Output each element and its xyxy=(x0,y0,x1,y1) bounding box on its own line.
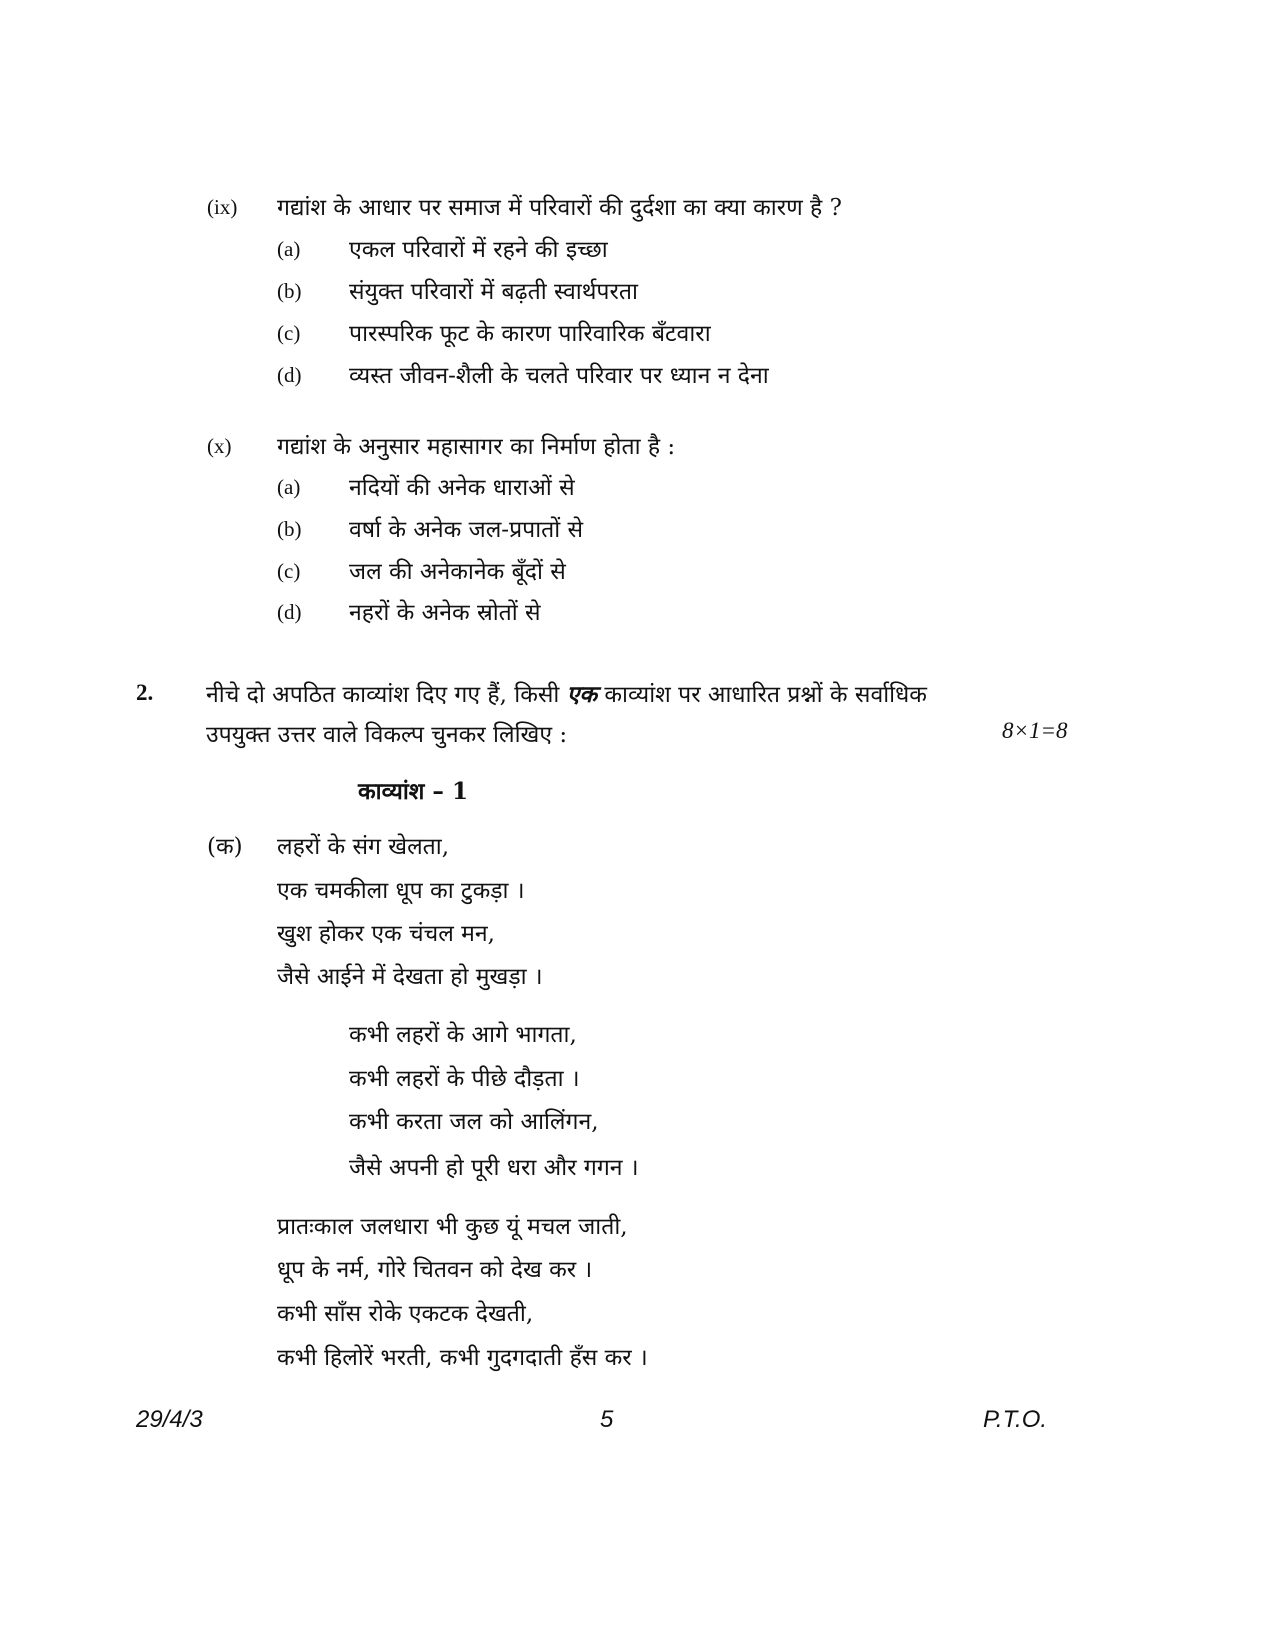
poem-heading: काव्यांश – 1 xyxy=(358,778,468,805)
poem-line: जैसे आईने में देखता हो मुखड़ा । xyxy=(277,964,543,990)
option-label: (a) xyxy=(277,475,301,499)
option-text: जल की अनेकानेक बूँदों से xyxy=(349,559,566,585)
poem-line: प्रातःकाल जलधारा भी कुछ यूं मचल जाती, xyxy=(277,1214,628,1240)
poem-line: कभी साँस रोके एकटक देखती, xyxy=(277,1301,534,1327)
poem-label: (क) xyxy=(207,834,243,860)
question-2-line1-start: नीचे दो अपठित काव्यांश दिए गए हैं, किसी xyxy=(206,682,567,708)
option-text: पारस्परिक फूट के कारण पारिवारिक बँटवारा xyxy=(349,321,711,347)
poem-line: कभी करता जल को आलिंगन, xyxy=(349,1109,599,1135)
option-label: (c) xyxy=(277,559,301,583)
option-text: नदियों की अनेक धाराओं से xyxy=(349,475,575,501)
option-text: एकल परिवारों में रहने की इच्छा xyxy=(349,237,608,263)
option-text: व्यस्त जीवन-शैली के चलते परिवार पर ध्यान न देना xyxy=(349,363,769,389)
poem-line: एक चमकीला धूप का टुकड़ा । xyxy=(277,878,525,904)
question-2-line2: उपयुक्त उत्तर वाले विकल्प चुनकर लिखिए : xyxy=(206,722,568,748)
poem-line: खुश होकर एक चंचल मन, xyxy=(277,921,495,947)
question-2-emphasis: एक xyxy=(566,681,598,708)
option-text: संयुक्त परिवारों में बढ़ती स्वार्थपरता xyxy=(349,279,638,305)
poem-line: लहरों के संग खेलता, xyxy=(277,834,450,860)
question-2-line1 xyxy=(206,677,1072,709)
poem-line: कभी लहरों के पीछे दौड़ता । xyxy=(349,1066,580,1092)
option-label: (a) xyxy=(277,237,301,261)
please-turn-over: P.T.O. xyxy=(983,1406,1048,1433)
question-x-text: गद्यांश के अनुसार महासागर का निर्माण होता है : xyxy=(277,434,676,460)
page-number: 5 xyxy=(600,1406,614,1433)
question-2-number: 2. xyxy=(136,680,154,705)
option-label: (c) xyxy=(277,321,301,345)
option-text: वर्षा के अनेक जल-प्रपातों से xyxy=(349,517,584,543)
paper-code: 29/4/3 xyxy=(136,1406,203,1433)
poem-line: धूप के नर्म, गोरे चितवन को देख कर । xyxy=(277,1257,593,1283)
poem-line: कभी हिलोरें भरती, कभी गुदगदाती हँस कर । xyxy=(277,1345,648,1371)
option-label: (d) xyxy=(277,600,302,624)
poem-line: कभी लहरों के आगे भागता, xyxy=(349,1022,577,1048)
question-ix-number: (ix) xyxy=(207,195,238,219)
option-text: नहरों के अनेक स्रोतों से xyxy=(349,600,541,626)
question-ix-text: गद्यांश के आधार पर समाज में परिवारों की दुर्दशा का क्या कारण है ? xyxy=(277,195,842,221)
option-label: (b) xyxy=(277,279,302,303)
marks-allocation: 8×1=8 xyxy=(1002,718,1068,743)
option-label: (b) xyxy=(277,517,302,541)
question-x-number: (x) xyxy=(207,434,232,458)
question-2-line1-end: काव्यांश पर आधारित प्रश्नों के सर्वाधिक xyxy=(597,682,927,708)
option-label: (d) xyxy=(277,363,302,387)
poem-line: जैसे अपनी हो पूरी धरा और गगन । xyxy=(349,1155,639,1181)
